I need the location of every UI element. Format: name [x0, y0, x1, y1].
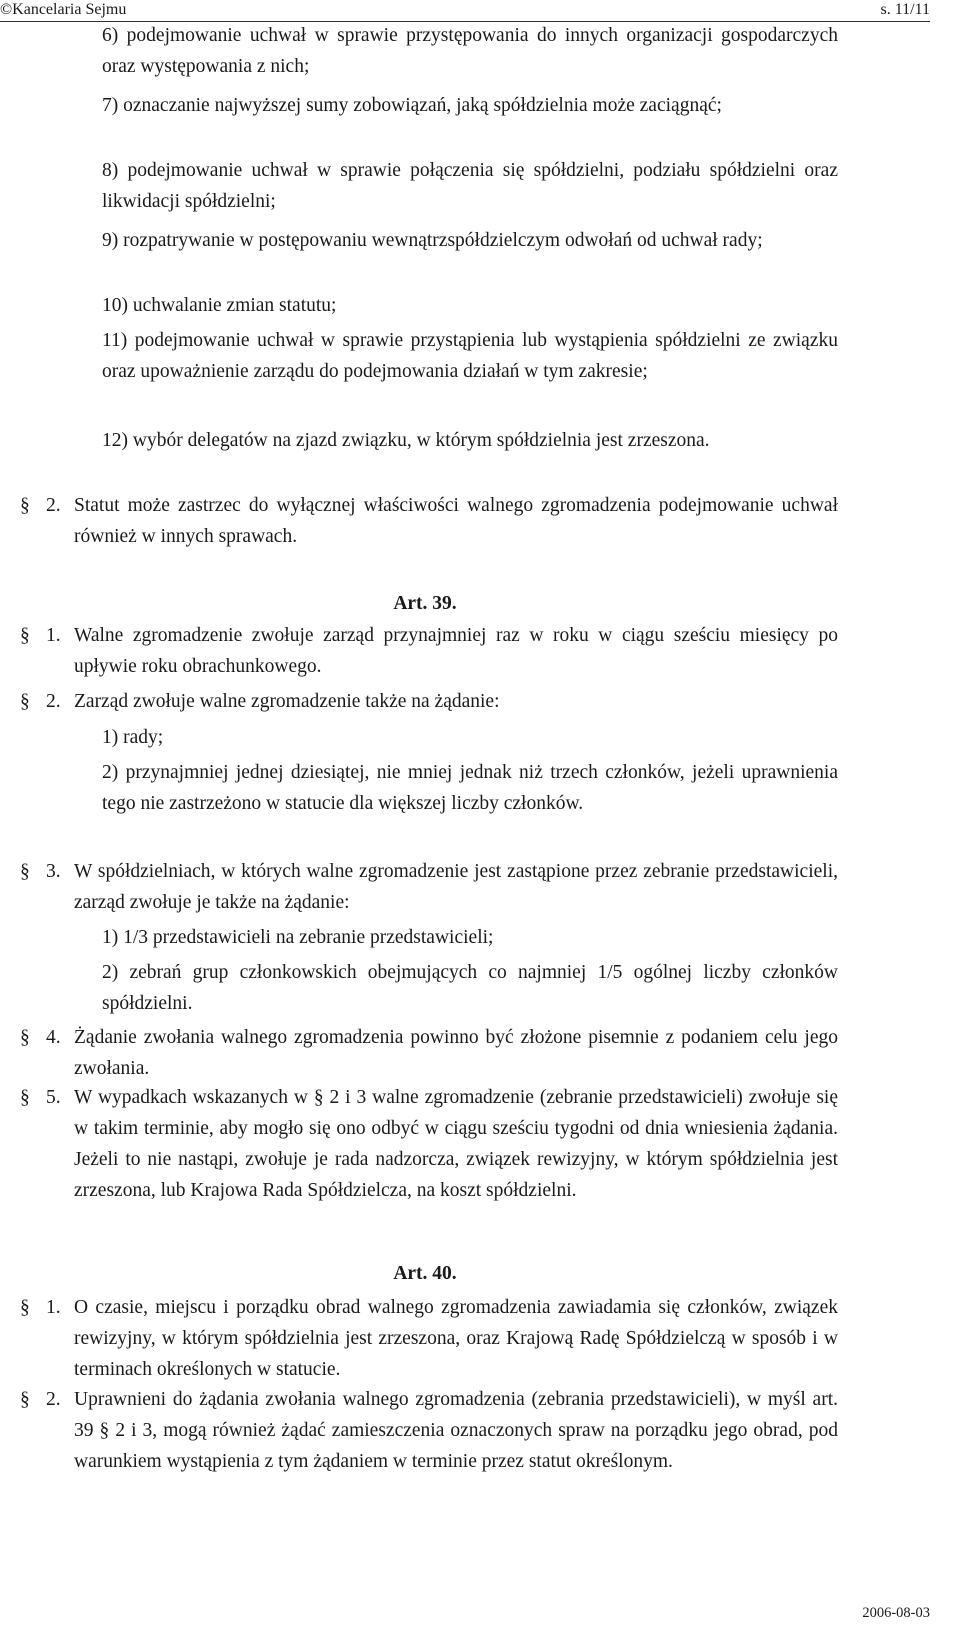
list-item: 2) przynajmniej jednej dziesiątej, nie mniej jednak niż trzech członków, jeżeli uprawnienia tego nie zastrzeżono w statucie dla większej liczby członków.: [102, 762, 838, 814]
paragraph-text: Uprawnieni do żądania zwołania walnego zgromadzenia (zebrania przedstawicieli), w myśl art. 39 § 2 i 3, mogą również żądać zamieszczenia oznaczonych spraw na porządku jego obrad, pod warunkiem wystąpienia z tym żądaniem w terminie przez statut określonym.: [74, 1389, 838, 1472]
list-item: 6) podejmowanie uchwał w sprawie przystępowania do innych organizacji gospodarczych oraz występowania z nich;: [102, 25, 838, 77]
paragraph-number: 1.: [46, 625, 61, 646]
list-item: 12) wybór delegatów na zjazd związku, w którym spółdzielnia jest zrzeszona.: [102, 430, 710, 451]
paragraph-number: 2.: [46, 495, 61, 516]
paragraph-number: 2.: [46, 1389, 61, 1410]
section-symbol: §: [20, 625, 30, 646]
paragraph-number: 4.: [46, 1027, 61, 1048]
paragraph-text: Walne zgromadzenie zwołuje zarząd przynajmniej raz w roku w ciągu sześciu miesięcy po upływie roku obrachunkowego.: [74, 625, 838, 677]
section-symbol: §: [20, 495, 30, 516]
paragraph-number: 3.: [46, 861, 61, 882]
article-title: Art. 40.: [393, 1263, 457, 1284]
list-item: 2) zebrań grup członkowskich obejmujących co najmniej 1/5 ogólnej liczby członków spółdzielni.: [102, 962, 838, 1014]
paragraph-text: Zarząd zwołuje walne zgromadzenie także na żądanie:: [74, 691, 500, 712]
paragraph-text: W wypadkach wskazanych w § 2 i 3 walne zgromadzenie (zebranie przedstawicieli) zwołuje się w takim terminie, aby mogło się ono odbyć w ciągu sześciu tygodni od dnia wniesienia żądania. Jeżeli to nie nastąpi, zwołuje je rada nadzorcza, związek rewizyjny, w którym spółdzielnia jest zrzeszona, lub Krajowa Rada Spółdzielcza, na koszt spółdzielni.: [74, 1087, 838, 1201]
section-symbol: §: [20, 1027, 30, 1048]
list-item: 1) 1/3 przedstawicieli na zebranie przedstawicieli;: [102, 927, 494, 948]
paragraph-text: O czasie, miejscu i porządku obrad walnego zgromadzenia zawiadamia się członków, związek rewizyjny, w którym spółdzielnia jest zrzeszona, oraz Krajową Radę Spółdzielczą w sposób i w terminach określonych w statucie.: [74, 1297, 838, 1380]
paragraph-text: W spółdzielniach, w których walne zgromadzenie jest zastąpione przez zebranie przedstawicieli, zarząd zwołuje je także na żądanie:: [74, 861, 838, 913]
article-title: Art. 39.: [393, 593, 457, 614]
list-item: 9) rozpatrywanie w postępowaniu wewnątrzspółdzielczym odwołań od uchwał rady;: [102, 230, 763, 251]
list-item: 7) oznaczanie najwyższej sumy zobowiązań, jaką spółdzielnia może zaciągnąć;: [102, 95, 722, 116]
section-symbol: §: [20, 1297, 30, 1318]
list-item: 1) rady;: [102, 727, 164, 748]
copyright-header: ©Kancelaria Sejmu: [0, 1, 127, 18]
document-date: 2006-08-03: [862, 1605, 930, 1621]
list-item: 11) podejmowanie uchwał w sprawie przystąpienia lub wystąpienia spółdzielni ze związku oraz upoważnienie zarządu do podejmowania działań w tym zakresie;: [102, 330, 838, 382]
section-symbol: §: [20, 1389, 30, 1410]
page-number: s. 11/11: [880, 1, 930, 18]
paragraph-number: 2.: [46, 691, 61, 712]
paragraph-number: 5.: [46, 1087, 61, 1108]
paragraph-text: Żądanie zwołania walnego zgromadzenia powinno być złożone pisemnie z podaniem celu jego zwołania.: [74, 1027, 838, 1079]
section-symbol: §: [20, 1087, 30, 1108]
paragraph-text: Statut może zastrzec do wyłącznej właściwości walnego zgromadzenia podejmowanie uchwał również w innych sprawach.: [74, 495, 838, 547]
section-symbol: §: [20, 861, 30, 882]
list-item: 8) podejmowanie uchwał w sprawie połączenia się spółdzielni, podziału spółdzielni oraz likwidacji spółdzielni;: [102, 160, 838, 212]
paragraph-number: 1.: [46, 1297, 61, 1318]
section-symbol: §: [20, 691, 30, 712]
list-item: 10) uchwalanie zmian statutu;: [102, 295, 337, 316]
